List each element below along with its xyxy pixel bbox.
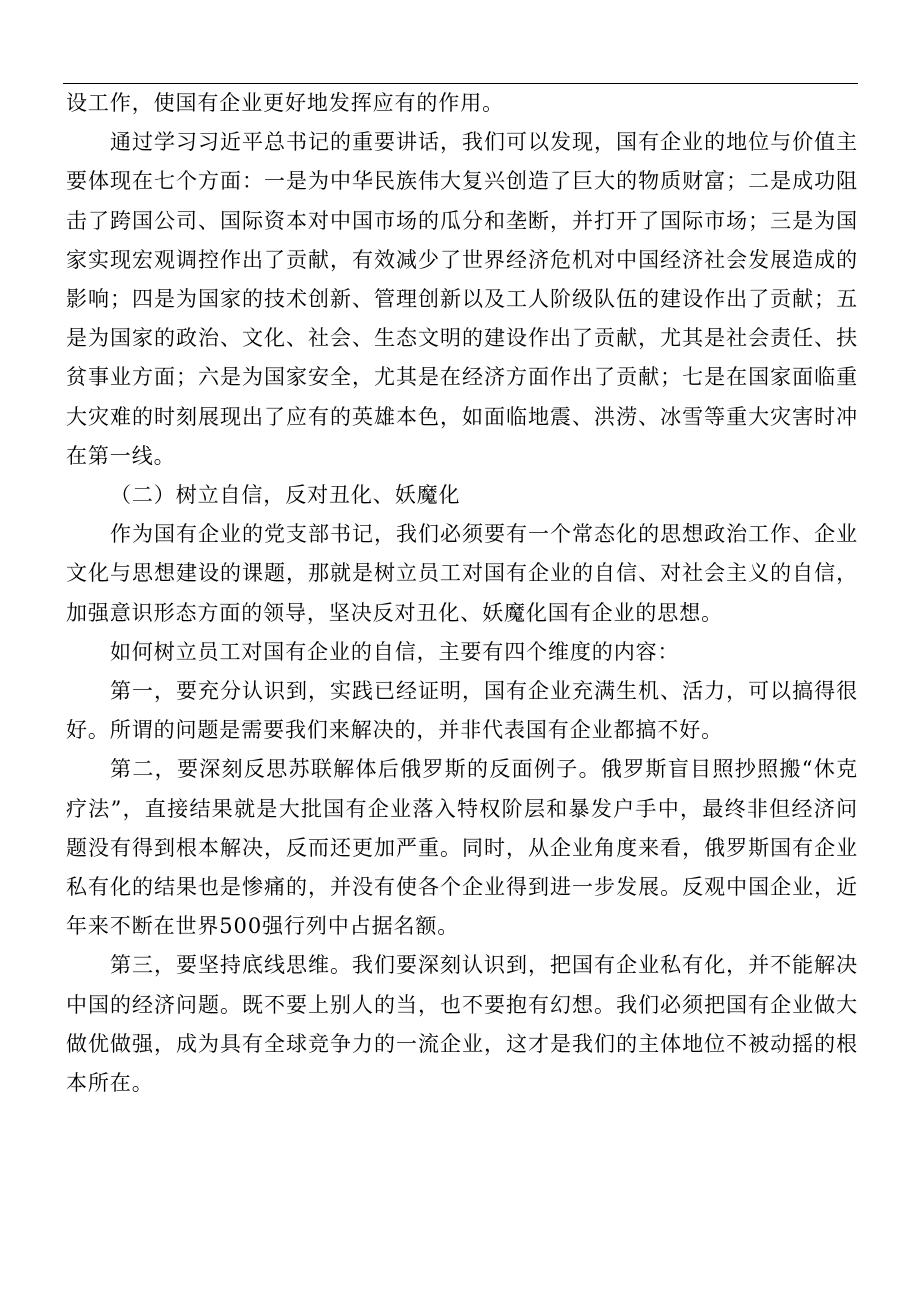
paragraph-seven-aspects: 通过学习习近平总书记的重要讲话，我们可以发现，国有企业的地位与价值主要体现在七个方面：一是为中华民族伟大复兴创造了巨大的物质财富；二是成功阻击了跨国公司、国际资本对中国市场的瓜分和垄断，并打开了国际市场；三是为国家实现宏观调控作出了贡献，有效减少了世界经济危机对中国经济社会发展造成的影响；四是为国家的技术创新、管理创新以及工人阶级队伍的建设作出了贡献；五是为国家的政治、文化、社会、生态文明的建设作出了贡献，尤其是社会责任、扶贫事业方面；六是为国家安全，尤其是在经济方面作出了贡献；七是在国家面临重大灾难的时刻展现出了应有的英雄本色，如面临地震、洪涝、冰雪等重大灾害时冲在第一线。	[66, 130, 858, 468]
paragraph-third: 第三，要坚持底线思维。我们要深刻认识到，把国有企业私有化，并不能解决中国的经济问题。既不要上别人的当，也不要抱有幻想。我们必须把国有企业做大做优做强，成为具有全球竞争力的一流企业，这才是我们的主体地位不被动摇的根本所在。	[66, 953, 858, 1096]
section-heading: （二）树立自信，反对丑化、妖魔化	[110, 483, 461, 508]
paragraph-first: 第一，要充分认识到，实践已经证明，国有企业充满生机、活力，可以搞得很好。所谓的问题是需要我们来解决的，并非代表国有企业都搞不好。	[66, 679, 858, 743]
paragraph-four-dimensions: 如何树立员工对国有企业的自信，主要有四个维度的内容：	[110, 639, 680, 664]
paragraph-continuation: 设工作，使国有企业更好地发挥应有的作用。	[66, 91, 504, 115]
paragraph-party-secretary: 作为国有企业的党支部书记，我们必须要有一个常态化的思想政治工作、企业文化与思想建设的课题，那就是树立员工对国有企业的自信、对社会主义的自信，加强意识形态方面的领导，坚决反对丑化、妖魔化国有企业的思想。	[66, 522, 858, 625]
paragraph-second: 第二，要深刻反思苏联解体后俄罗斯的反面例子。俄罗斯盲目照抄照搬“休克疗法”，直接结果就是大批国有企业落入特权阶层和暴发户手中，最终非但经济问题没有得到根本解决，反而还更加严重。同时，从企业角度来看，俄罗斯国有企业私有化的结果也是惨痛的，并没有使各个企业得到进一步发展。反观中国企业，近年来不断在世界500强行列中占据名额。	[66, 757, 858, 939]
body-text	[66, 84, 858, 1103]
